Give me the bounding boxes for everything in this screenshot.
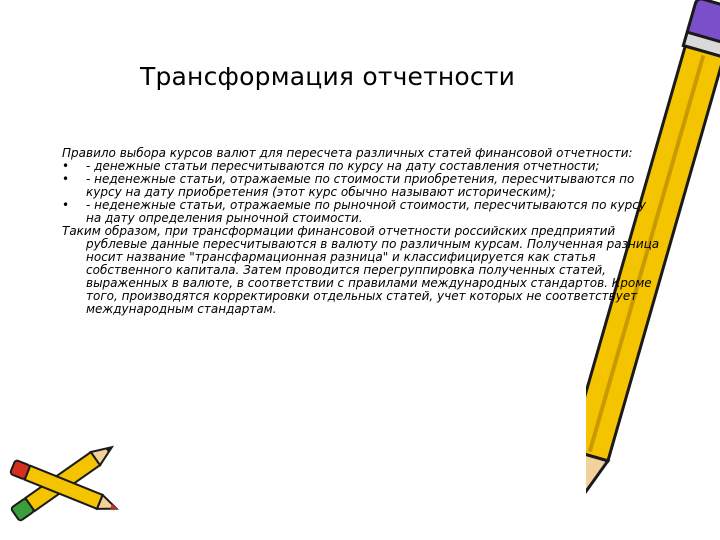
bullet-text: - неденежные статьи, отражаемые по рыночной стоимости, пересчитываются по курсу на дату определения рыночной стоимости. <box>86 198 646 225</box>
slide-title: Трансформация отчетности <box>140 62 516 91</box>
intro-paragraph: Правило выбора курсов валют для пересчета различных статей финансовой отчетности: <box>62 146 633 160</box>
bullet-item <box>62 199 660 225</box>
bullet-text: - денежные статьи пересчитываются по курсу на дату составления отчетности; <box>86 159 600 173</box>
bullet-dot: • <box>62 198 70 212</box>
bullet-dot: • <box>62 172 70 186</box>
slide-body <box>62 147 660 316</box>
bullet-text: - неденежные статьи, отражаемые по стоимости приобретения, пересчитываются по курсу на дату приобретения (этот курс обычно называют историческим); <box>86 172 635 199</box>
conclusion-paragraph: Таким образом, при трансформации финансовой отчетности российских предприятий рублевые данные пересчитываются в валюту по различным курсам. Полученная разница носит название "трансфармационная разница" и классифицируется как статья собственного капитала. Затем проводится перегруппировка полученных статей, выраженных в валюте, в соответствии с правилами международных стандартов. Кроме того, производятся корректировки отдельных статей, учет которых не соответствует международным стандартам. <box>62 224 660 316</box>
bullet-dot: • <box>62 159 70 173</box>
bullet-item <box>62 173 660 199</box>
pencils-bottom-left-icon <box>0 430 140 540</box>
